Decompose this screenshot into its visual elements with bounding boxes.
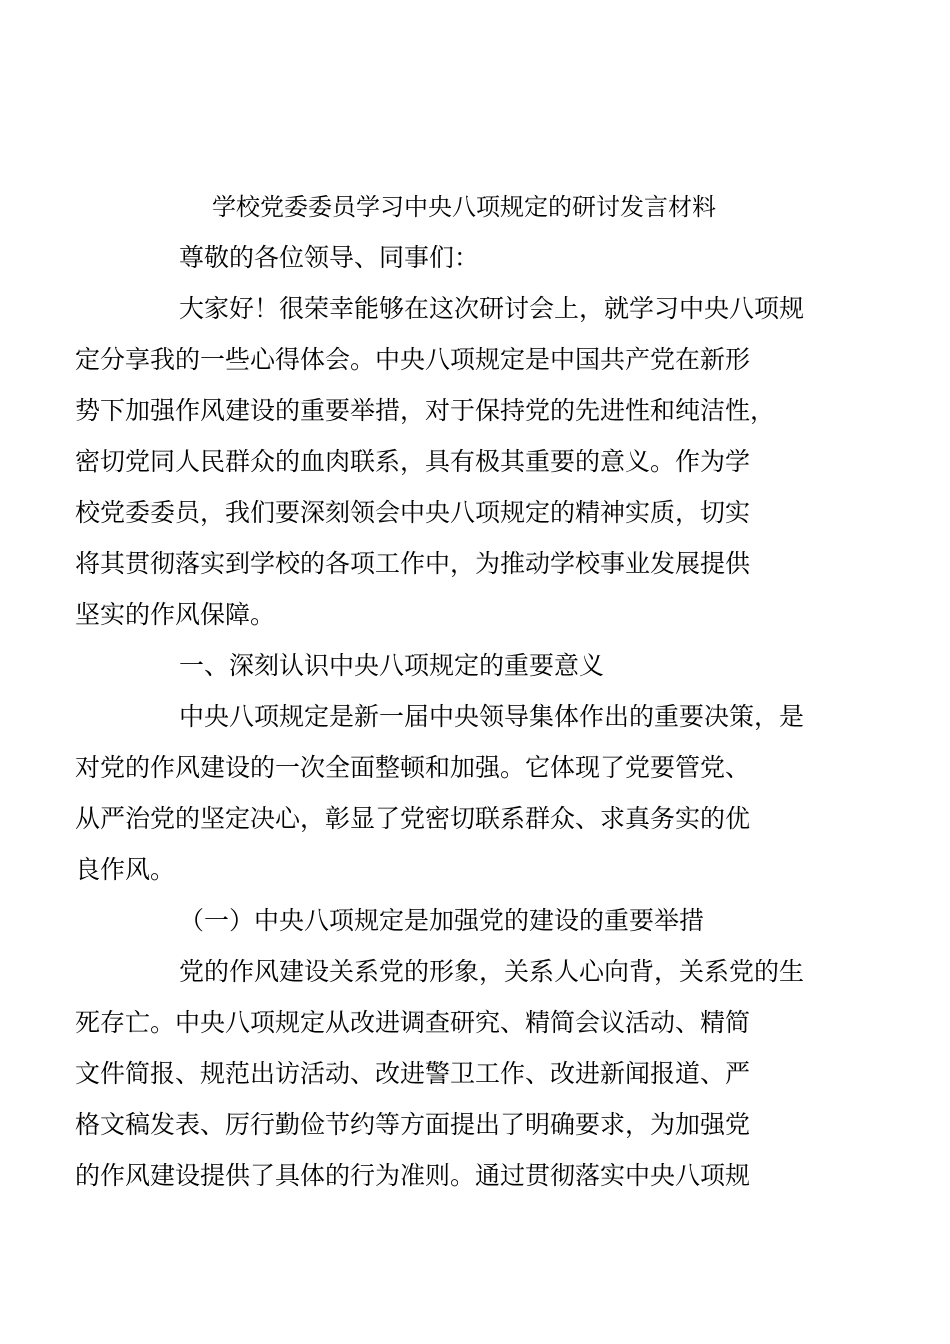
paragraph-line: 的作风建设提供了具体的行为准则。通过贯彻落实中央八项规 (75, 1161, 751, 1190)
paragraph-line: 校党委委员，我们要深刻领会中央八项规定的精神实质，切实 (75, 498, 751, 527)
paragraph-line: 中央八项规定是新一届中央领导集体作出的重要决策，是 (179, 702, 805, 731)
paragraph-intro (75, 283, 833, 640)
paragraph-line: 对党的作风建设的一次全面整顿和加强。它体现了党要管党、 (75, 753, 751, 782)
paragraph-party-building (75, 946, 833, 1201)
paragraph-line: 文件简报、规范出访活动、改进警卫工作、改进新闻报道、严 (75, 1059, 751, 1088)
paragraph-line: 密切党同人民群众的血肉联系，具有极其重要的意义。作为学 (75, 447, 751, 476)
paragraph-line: 格文稿发表、厉行勤俭节约等方面提出了明确要求，为加强党 (75, 1110, 751, 1139)
paragraph-line: 大家好！很荣幸能够在这次研讨会上，就学习中央八项规 (179, 294, 805, 323)
salutation: 尊敬的各位领导、同事们： (179, 243, 480, 272)
paragraph-line: 良作风。 (75, 855, 176, 884)
paragraph-line: 死存亡。中央八项规定从改进调查研究、精简会议活动、精简 (75, 1008, 751, 1037)
subsection-heading-1: （一）中央八项规定是加强党的建设的重要举措 (179, 906, 705, 935)
paragraph-line: 从严治党的坚定决心，彰显了党密切联系群众、求真务实的优 (75, 804, 751, 833)
paragraph-line: 势下加强作风建设的重要举措，对于保持党的先进性和纯洁性， (75, 396, 776, 425)
document-body (75, 182, 833, 1201)
paragraph-significance (75, 691, 833, 895)
paragraph-line: 坚实的作风保障。 (75, 600, 276, 629)
section-heading-1: 一、深刻认识中央八项规定的重要意义 (179, 651, 605, 680)
document-title: 学校党委委员学习中央八项规定的研讨发言材料 (212, 193, 716, 221)
paragraph-line: 将其贯彻落实到学校的各项工作中，为推动学校事业发展提供 (75, 549, 751, 578)
paragraph-line: 党的作风建设关系党的形象，关系人心向背，关系党的生 (179, 957, 805, 986)
paragraph-line: 定分享我的一些心得体会。中央八项规定是中国共产党在新形 (75, 345, 751, 374)
